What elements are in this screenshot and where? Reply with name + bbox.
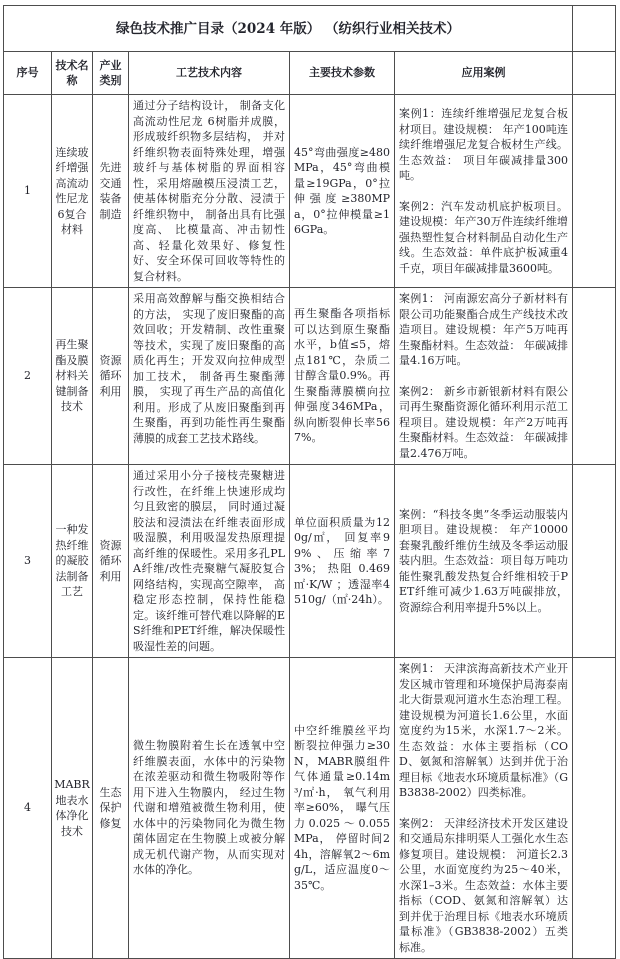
table-row [4, 658, 616, 959]
cell-technical-parameters: 中空纤维膜丝平均断裂拉伸强力≥30N，MABR膜组件气体通量≥0.14m³/㎡·h， 氧气利用率≥60%， 曝气压力0.025～0.055MPa， 停留时间24h，溶解氧2～6mg/L，适应温度0～35℃。 [290, 658, 395, 959]
cell-index: 3 [4, 465, 52, 658]
col-header-tech-name: 技术名称 [52, 52, 93, 95]
cell-technical-parameters: 单位面积质量为120g/㎡， 回复率99%、压缩率73%； 热阻 0.469㎡·K/W ；透湿率4510g/（㎡·24h）。 [290, 465, 395, 658]
empty-margin-cell [573, 288, 616, 465]
case-paragraph: 案例1：连续纤维增强尼龙复合板材项目。建设规模： 年产100吨连续纤维增强尼龙复合板材生产线。生态效益： 项目年碳减排量300吨。 [399, 107, 569, 182]
cell-process-content: 微生物膜附着生长在透氧中空纤维膜表面，水体中的污染物在浓差驱动和微生物吸附等作用下进入生物膜内， 经过生物代谢和增殖被微生物利用，使水体中的污染物同化为微生物菌体固定在生物膜上或被分解成无机代谢产物，从而实现对水体的净化。 [129, 658, 290, 959]
cell-index: 2 [4, 288, 52, 465]
cell-industry-category: 生态保护修复 [93, 658, 129, 959]
document-title: 绿色技术推广目录（2024 年版） （纺织行业相关技术） [4, 6, 573, 52]
column-header-row [4, 52, 616, 95]
empty-margin-cell [573, 52, 616, 95]
cell-tech-name: 一种发热纤维的凝胶法制备工艺 [52, 465, 93, 658]
cell-technical-parameters: 45°弯曲强度≥480MPa，45°弯曲模量≥19GPa，0°拉伸强度≥380MPa，0°拉伸模量≥16GPa。 [290, 95, 395, 288]
cell-index: 1 [4, 95, 52, 288]
cell-application-cases [395, 658, 573, 959]
cell-process-content: 通过采用小分子接枝壳聚糖进行改性，在纤维上快速形成均匀且致密的膜层， 同时通过凝胶法和浸渍法在纤维表面形成吸湿膜，利用吸湿发热原理提高纤维的保暖性。采用多孔PLA纤维/改性壳聚糖气凝胶复合网络结构，实现高空隙率， 高稳定形态控制，保持性能稳定。该纤维可替代难以降解的ES纤维和PET纤维，解决保暖性吸湿性差的问题。 [129, 465, 290, 658]
case-paragraph: 案例2：汽车发动机底护板项目。建设规模：年产30万件连续纤维增强热塑性复合材料制品自动化生产线。生态效益：单件底护板减重4千克，项目年碳减排量3600吨。 [399, 199, 569, 275]
col-header-process-content: 工艺技术内容 [129, 52, 290, 95]
cell-application-cases [395, 465, 573, 658]
col-header-index: 序号 [4, 52, 52, 95]
cell-index: 4 [4, 658, 52, 959]
empty-margin-cell [573, 6, 616, 52]
cell-application-cases [395, 288, 573, 465]
cell-industry-category: 资源循环利用 [93, 288, 129, 465]
empty-margin-cell [573, 658, 616, 959]
title-row [4, 6, 616, 52]
green-tech-catalog-table [3, 5, 616, 959]
col-header-technical-parameters: 主要技术参数 [290, 52, 395, 95]
cell-tech-name: 连续玻纤增强高流动性尼龙6复合材料 [52, 95, 93, 288]
case-paragraph: 案例1： 天津滨海高新技术产业开发区城市管理和环境保护局海泰南北大街景观河道水生态治理工程。建设规模为河道长1.6公里，水面宽度约为15米，水深1.7～2米。生态效益：水体主要指标（COD、氨氮和溶解氧）达到并优于治理目标《地表水环境质量标准》（GB3838-2002）四类标准。 [399, 662, 569, 799]
cell-tech-name: 再生聚酯及膜材料关键制备技术 [52, 288, 93, 465]
table-row [4, 465, 616, 658]
table-row [4, 95, 616, 288]
case-paragraph: 案例1： 河南源宏高分子新材料有限公司功能聚酯合成生产线技术改造项目。建设规模：年产5万吨再生聚酯材料。生态效益： 年碳减排量4.16万吨。 [399, 292, 569, 367]
case-paragraph: 案例2： 新乡市新银新材料有限公司再生聚酯资源化循环利用示范工程项目。建设规模：年产2万吨再生聚酯材料。生态效益： 年碳减排量2.476万吨。 [399, 384, 569, 460]
case-paragraph: 案例2： 天津经济技术开发区建设和交通局东排明渠人工强化水生态修复项目。建设规模： 河道长2.3公里，水面宽度约为25～40米，水深1–3米。生态效益：水体主要指标（COD、氨氮和溶解氧）达到并优于治理目标《地表水环境质量标准》（GB3838-2002）五类标准。 [399, 816, 569, 954]
case-paragraph: 案例：“科技冬奥”冬季运动服装内胆项目。建设规模： 年产10000套聚乳酸纤维仿生绒及冬季运动服装内胆。生态效益：项目每万吨功能性聚乳酸发热复合纤维相较于PET纤维可减少1.63万吨碳排放， 资源综合利用率提升5%以上。 [399, 507, 569, 614]
cell-industry-category: 先进交通装备制造 [93, 95, 129, 288]
cell-application-cases [395, 95, 573, 288]
table-row [4, 288, 616, 465]
cell-industry-category: 资源循环利用 [93, 465, 129, 658]
cell-technical-parameters: 再生聚酯各项指标可以达到原生聚酯水平，b值≤5，熔点181℃，杂质二甘醇含量0.9%。再生聚酯薄膜横向拉伸强度346MPa，纵向断裂伸长率567%。 [290, 288, 395, 465]
cell-tech-name: MABR地表水体净化技术 [52, 658, 93, 959]
col-header-industry-category: 产业类别 [93, 52, 129, 95]
cell-process-content: 采用高效醇解与酯交换相结合的方法， 实现了废旧聚酯的高效回收；开发精制、改性重聚等技术，实现了废旧聚酯的高质化再生；开发双向拉伸成型加工技术， 制备再生聚酯薄膜， 实现了再生产品的高值化利用。形成了从废旧聚酯到再生聚酯，再到功能性再生聚酯薄膜的成套工艺技术路线。 [129, 288, 290, 465]
empty-margin-cell [573, 95, 616, 288]
empty-margin-cell [573, 465, 616, 658]
cell-process-content: 通过分子结构设计， 制备支化高流动性尼龙 6树脂并成膜，形成玻纤织物多层结构， 并对纤维织物表面特殊处理，增强玻纤与基体树脂的界面相容性，采用熔融模压浸渍工艺，使基体树脂充分分散、浸渍于纤维织物中， 制备出具有比强度高、 比模量高、冲击韧性高、轻量化效果好、修复性好、安全环保可回收等特性的复合材料。 [129, 95, 290, 288]
col-header-application-cases: 应用案例 [395, 52, 573, 95]
